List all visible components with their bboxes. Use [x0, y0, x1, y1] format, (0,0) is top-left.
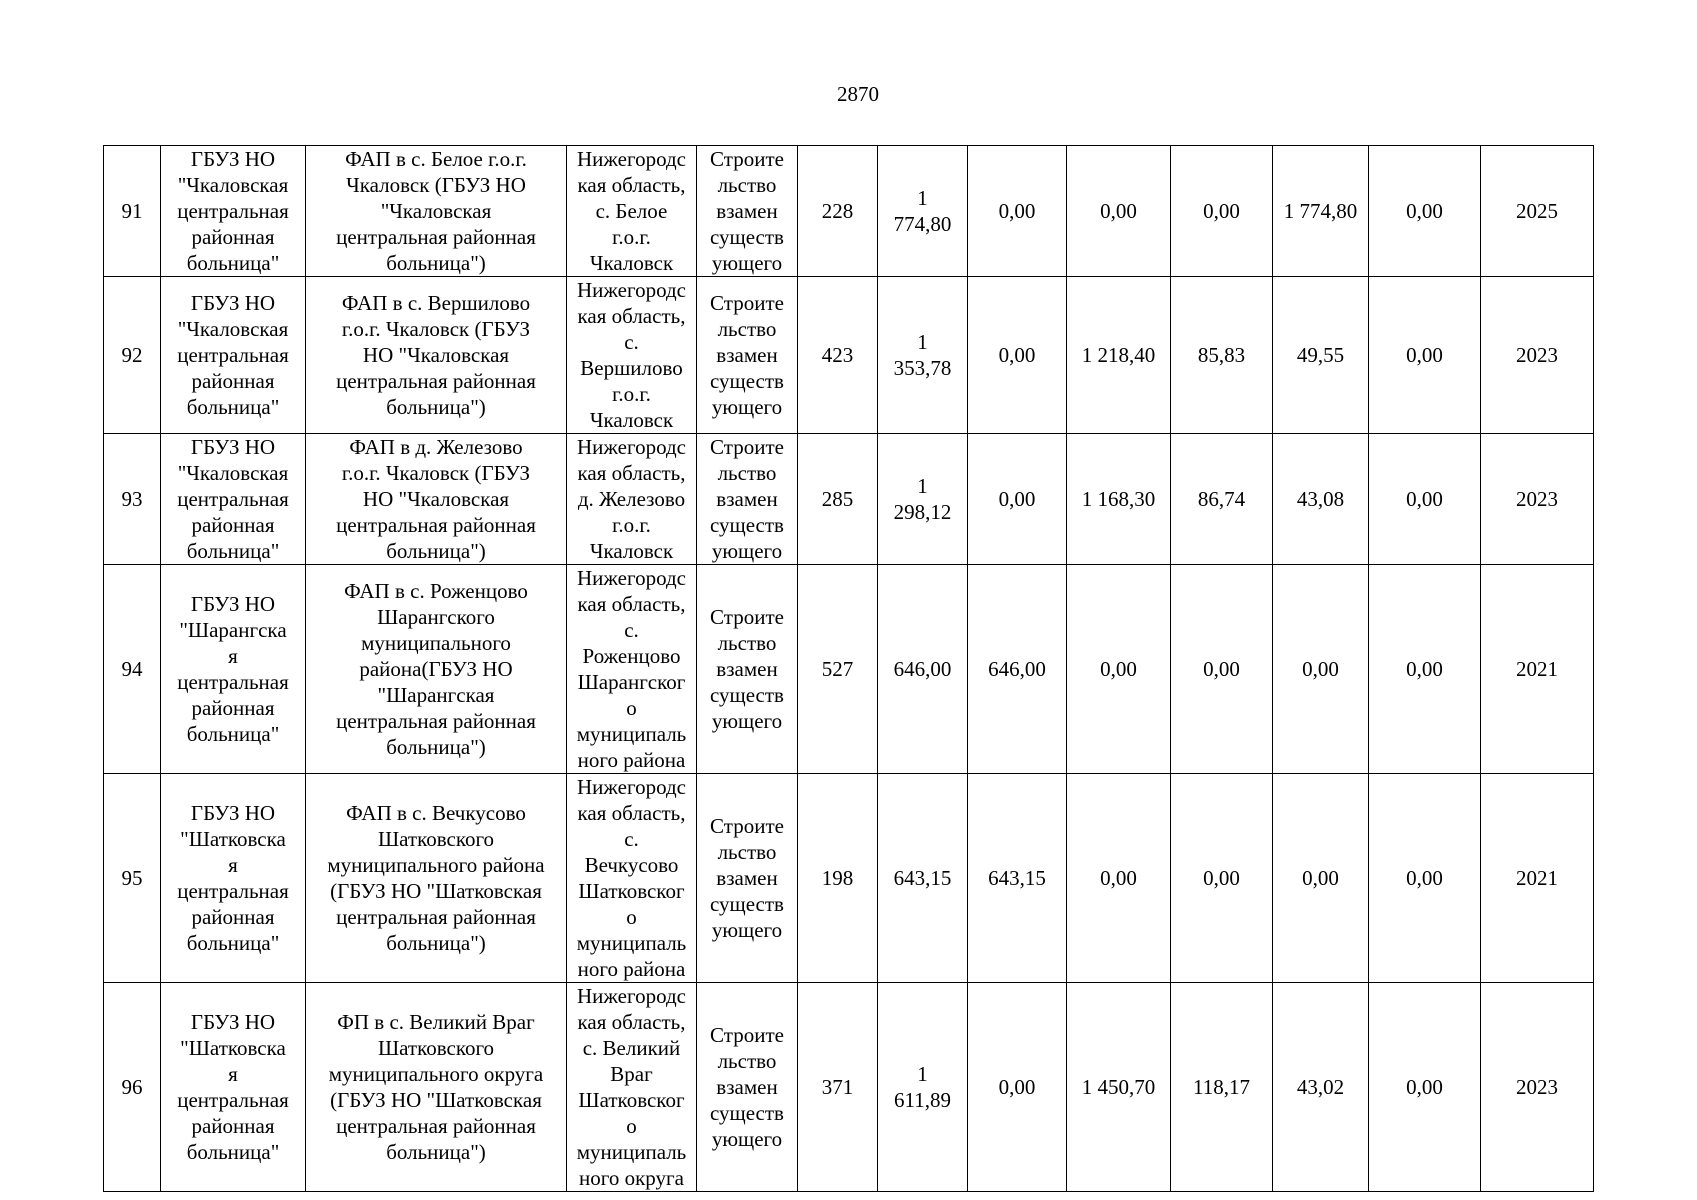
value-cell-7 [1369, 565, 1481, 774]
completion-year: 2021 [1516, 866, 1558, 890]
value-1: 371 [821, 1075, 854, 1099]
address-cell [567, 565, 697, 774]
work-type: Строите льство взамен существ ующего [710, 814, 784, 942]
organization-cell [161, 434, 306, 565]
row-number: 93 [121, 487, 143, 511]
value-cell-6 [1273, 146, 1369, 277]
value-cell-3 [968, 146, 1067, 277]
object-address: Нижегородс кая область, д. Железово г.о.г. Чкаловск [577, 435, 686, 563]
work-type: Строите льство взамен существ ующего [710, 291, 784, 419]
value-4: 1 450,70 [1081, 1075, 1156, 1099]
organization-name: ГБУЗ НО "Чкаловская центральная районная больница" [177, 435, 289, 563]
value-2: 1 611,89 [894, 1062, 951, 1112]
work-type-cell [697, 774, 798, 983]
address-cell [567, 146, 697, 277]
table-row [104, 983, 1594, 1192]
registry-table [103, 145, 1594, 1192]
value-cell-7 [1369, 434, 1481, 565]
organization-cell [161, 565, 306, 774]
value-3: 0,00 [998, 487, 1036, 511]
organization-cell [161, 277, 306, 434]
value-5: 86,74 [1197, 487, 1246, 511]
completion-year: 2023 [1516, 487, 1558, 511]
table-row [104, 434, 1594, 565]
object-cell [306, 774, 567, 983]
value-cell-4 [1067, 434, 1171, 565]
row-number-cell [104, 277, 161, 434]
row-number-cell [104, 983, 161, 1192]
value-cell-7 [1369, 146, 1481, 277]
object-cell [306, 434, 567, 565]
year-cell [1481, 565, 1594, 774]
work-type-cell [697, 434, 798, 565]
object-name: ФП в с. Великий Враг Шатковского муниципального округа (ГБУЗ НО "Шатковская центральная районная больница") [328, 1010, 544, 1164]
page-number: 2870 [837, 82, 879, 106]
value-cell-4 [1067, 774, 1171, 983]
work-type: Строите льство взамен существ ующего [710, 147, 784, 275]
value-cell-5 [1171, 146, 1273, 277]
completion-year: 2021 [1516, 657, 1558, 681]
year-cell [1481, 774, 1594, 983]
value-cell-7 [1369, 774, 1481, 983]
value-4: 1 218,40 [1081, 343, 1156, 367]
object-name: ФАП в д. Железово г.о.г. Чкаловск (ГБУЗ НО "Чкаловская центральная районная больница") [336, 435, 536, 563]
value-cell-5 [1171, 983, 1273, 1192]
row-number: 95 [121, 866, 143, 890]
value-2: 1 298,12 [893, 474, 952, 524]
object-address: Нижегородс кая область, с. Великий Враг Шатковског о муниципаль ного округа [576, 984, 687, 1190]
year-cell [1481, 983, 1594, 1192]
value-cell-5 [1171, 565, 1273, 774]
value-5: 0,00 [1203, 657, 1240, 681]
value-cell-5 [1171, 277, 1273, 434]
value-2: 646,00 [893, 657, 952, 681]
value-1: 228 [821, 199, 854, 223]
value-1: 527 [821, 657, 854, 681]
work-type-cell [697, 565, 798, 774]
value-cell-2 [878, 277, 968, 434]
object-address: Нижегородс кая область, с. Вечкусово Шатковског о муниципаль ного района [576, 775, 687, 981]
value-7: 0,00 [1406, 199, 1443, 223]
value-cell-1 [798, 774, 878, 983]
value-6: 43,02 [1296, 1075, 1345, 1099]
address-cell [567, 774, 697, 983]
value-3: 0,00 [998, 199, 1036, 223]
organization-name: ГБУЗ НО "Шатковска я центральная районная больница" [177, 801, 289, 955]
value-cell-2 [878, 146, 968, 277]
value-cell-6 [1273, 434, 1369, 565]
value-5: 118,17 [1193, 1075, 1250, 1099]
value-cell-4 [1067, 146, 1171, 277]
row-number: 92 [121, 343, 143, 367]
value-cell-4 [1067, 983, 1171, 1192]
organization-cell [161, 983, 306, 1192]
object-cell [306, 277, 567, 434]
value-cell-5 [1171, 434, 1273, 565]
object-name: ФАП в с. Вечкусово Шатковского муниципального района (ГБУЗ НО "Шатковская центральная районная больница") [327, 801, 545, 955]
organization-cell [161, 146, 306, 277]
table-row [104, 565, 1594, 774]
value-cell-3 [968, 434, 1067, 565]
value-6: 1 774,80 [1283, 199, 1358, 223]
value-6: 49,55 [1296, 343, 1345, 367]
table-body [104, 146, 1594, 1192]
value-cell-3 [968, 983, 1067, 1192]
year-cell [1481, 277, 1594, 434]
object-cell [306, 983, 567, 1192]
value-cell-7 [1369, 983, 1481, 1192]
value-7: 0,00 [1406, 657, 1443, 681]
table-row [104, 774, 1594, 983]
value-cell-2 [878, 983, 968, 1192]
value-4: 1 168,30 [1081, 487, 1156, 511]
value-4: 0,00 [1100, 657, 1137, 681]
value-7: 0,00 [1406, 343, 1443, 367]
value-6: 43,08 [1296, 487, 1345, 511]
value-cell-1 [798, 434, 878, 565]
work-type-cell [697, 146, 798, 277]
object-name: ФАП в с. Белое г.о.г. Чкаловск (ГБУЗ НО "Чкаловская центральная районная больница") [336, 147, 536, 275]
value-cell-2 [878, 565, 968, 774]
value-6: 0,00 [1302, 866, 1339, 890]
value-3: 0,00 [998, 343, 1036, 367]
row-number-cell [104, 434, 161, 565]
work-type-cell [697, 983, 798, 1192]
value-cell-5 [1171, 774, 1273, 983]
value-cell-6 [1273, 983, 1369, 1192]
year-cell [1481, 434, 1594, 565]
value-7: 0,00 [1406, 487, 1443, 511]
completion-year: 2023 [1516, 343, 1558, 367]
organization-name: ГБУЗ НО "Шатковска я центральная районная больница" [177, 1010, 289, 1164]
work-type: Строите льство взамен существ ующего [710, 605, 784, 733]
value-cell-7 [1369, 277, 1481, 434]
row-number-cell [104, 146, 161, 277]
value-3: 0,00 [998, 1075, 1036, 1099]
value-cell-3 [968, 277, 1067, 434]
object-address: Нижегородс кая область, с. Вершилово г.о.г. Чкаловск [577, 278, 686, 432]
value-1: 423 [821, 343, 854, 367]
value-5: 0,00 [1203, 199, 1240, 223]
object-address: Нижегородс кая область, с. Белое г.о.г. Чкаловск [577, 147, 686, 275]
address-cell [567, 434, 697, 565]
value-7: 0,00 [1406, 866, 1443, 890]
organization-name: ГБУЗ НО "Чкаловская центральная районная больница" [177, 291, 289, 419]
object-cell [306, 565, 567, 774]
row-number: 91 [121, 199, 143, 223]
value-2: 1 774,80 [893, 186, 952, 236]
value-4: 0,00 [1100, 866, 1137, 890]
row-number-cell [104, 565, 161, 774]
value-cell-1 [798, 983, 878, 1192]
row-number: 96 [121, 1075, 143, 1099]
row-number-cell [104, 774, 161, 983]
value-cell-1 [798, 565, 878, 774]
organization-cell [161, 774, 306, 983]
work-type: Строите льство взамен существ ующего [710, 1023, 784, 1151]
completion-year: 2023 [1516, 1075, 1558, 1099]
value-3: 643,15 [988, 866, 1046, 890]
value-1: 285 [821, 487, 854, 511]
value-4: 0,00 [1100, 199, 1137, 223]
table-row [104, 146, 1594, 277]
object-name: ФАП в с. Вершилово г.о.г. Чкаловск (ГБУЗ НО "Чкаловская центральная районная больница") [336, 291, 536, 419]
row-number: 94 [121, 657, 143, 681]
value-cell-1 [798, 146, 878, 277]
address-cell [567, 983, 697, 1192]
value-3: 646,00 [988, 657, 1046, 681]
object-address: Нижегородс кая область, с. Роженцово Шарангског о муниципаль ного района [576, 566, 687, 772]
value-cell-4 [1067, 565, 1171, 774]
value-7: 0,00 [1406, 1075, 1443, 1099]
value-1: 198 [821, 866, 854, 890]
organization-name: ГБУЗ НО "Чкаловская центральная районная больница" [177, 147, 289, 275]
value-cell-6 [1273, 774, 1369, 983]
value-cell-1 [798, 277, 878, 434]
value-cell-2 [878, 774, 968, 983]
organization-name: ГБУЗ НО "Шарангска я центральная районная больница" [177, 592, 289, 746]
value-cell-6 [1273, 277, 1369, 434]
object-name: ФАП в с. Роженцово Шарангского муниципального района(ГБУЗ НО "Шарангская центральная районная больница") [336, 579, 536, 759]
work-type: Строите льство взамен существ ующего [710, 435, 784, 563]
work-type-cell [697, 277, 798, 434]
object-cell [306, 146, 567, 277]
value-cell-3 [968, 565, 1067, 774]
table-row [104, 277, 1594, 434]
year-cell [1481, 146, 1594, 277]
value-cell-2 [878, 434, 968, 565]
value-2: 1 353,78 [893, 330, 952, 380]
value-cell-3 [968, 774, 1067, 983]
value-5: 0,00 [1203, 866, 1240, 890]
value-2: 643,15 [893, 866, 952, 890]
value-5: 85,83 [1197, 343, 1246, 367]
value-cell-4 [1067, 277, 1171, 434]
value-cell-6 [1273, 565, 1369, 774]
address-cell [567, 277, 697, 434]
value-6: 0,00 [1302, 657, 1339, 681]
completion-year: 2025 [1516, 199, 1558, 223]
